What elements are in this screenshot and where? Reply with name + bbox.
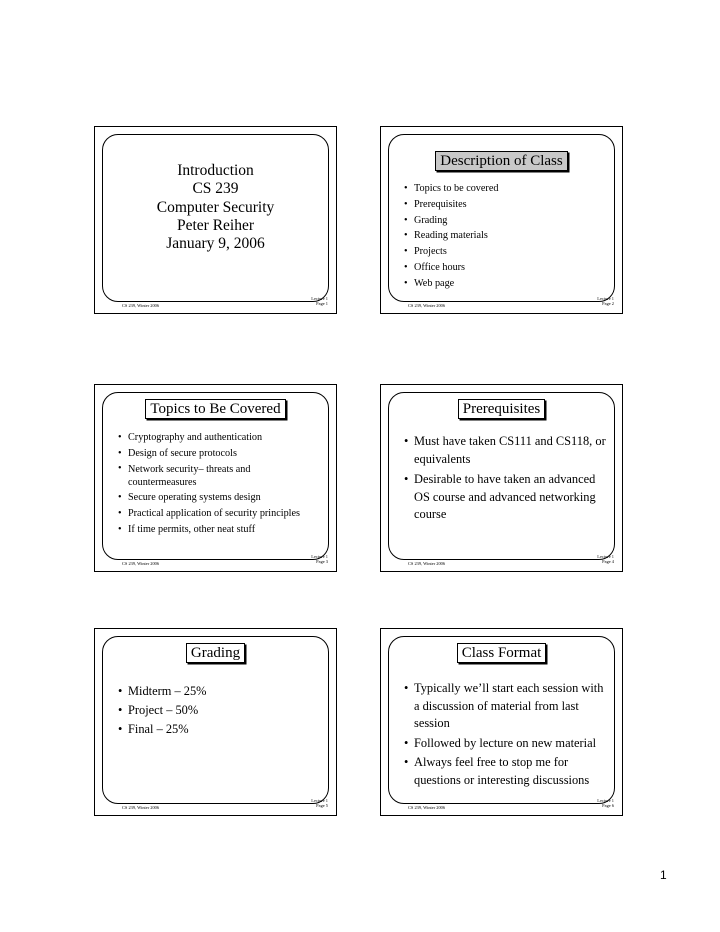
slide-title: Prerequisites — [458, 399, 545, 419]
slide-footer-course: CS 239, Winter 2006 — [122, 302, 160, 308]
slide-footer-page — [597, 798, 614, 808]
bullet-item: • Followed by lecture on new material — [404, 735, 609, 753]
bullet-list — [404, 433, 609, 524]
bullet-list — [404, 680, 609, 789]
page-number: 1 — [660, 868, 667, 882]
slide-3 — [94, 384, 337, 572]
slide-frame — [388, 636, 615, 804]
lecture-label: Lecture 1 — [597, 553, 614, 559]
slide-frame — [102, 392, 329, 560]
slide-footer-course: CS 239, Winter 2006 — [408, 302, 446, 308]
bullet-item: • Cryptography and authentication — [118, 430, 323, 446]
slide-title-line: Computer Security — [156, 198, 275, 216]
bullet-list — [118, 682, 323, 739]
bullet-item: • Final – 25% — [118, 720, 323, 739]
bullet-item: • Midterm – 25% — [118, 682, 323, 701]
slide-footer-page — [597, 296, 614, 306]
bullet-item: • Secure operating systems design — [118, 490, 323, 506]
slide-footer-course: CS 239, Winter 2006 — [408, 560, 446, 566]
slide-title-box — [389, 399, 614, 419]
bullet-item: • Projects — [404, 244, 604, 260]
slide-title: Topics to Be Covered — [145, 399, 285, 419]
slide-frame — [102, 636, 329, 804]
slide-2 — [380, 126, 623, 314]
bullet-item: • Practical application of security principles — [118, 506, 323, 522]
bullet-item: • If time permits, other neat stuff — [118, 522, 323, 538]
slide-footer-page — [597, 554, 614, 564]
slide-title-line: Peter Reiher — [176, 216, 255, 234]
slide-title-line: Introduction — [177, 162, 254, 179]
lecture-label: Lecture 1 — [597, 797, 614, 803]
lecture-label: Lecture 1 — [597, 295, 614, 301]
title-block — [103, 162, 328, 253]
slide-title-box — [103, 399, 328, 419]
slide-4 — [380, 384, 623, 572]
page-label: Page 3 — [316, 558, 328, 564]
slide-title: Grading — [186, 643, 245, 663]
bullet-item: • Web page — [404, 276, 604, 292]
slide-footer-page — [311, 554, 328, 564]
slide-title-line: January 9, 2006 — [166, 235, 265, 253]
slide-5 — [94, 628, 337, 816]
bullet-item: • Reading materials — [404, 228, 604, 244]
bullet-item: • Project – 50% — [118, 701, 323, 720]
bullet-item: • Always feel free to stop me for questions or interesting discussions — [404, 754, 609, 789]
bullet-item: • Typically we’ll start each session with a discussion of material from last session — [404, 680, 609, 733]
slide-frame — [388, 392, 615, 560]
slide-frame — [102, 134, 329, 302]
bullet-item: • Prerequisites — [404, 197, 604, 213]
bullet-item: • Topics to be covered — [404, 181, 604, 197]
lecture-label: Lecture 1 — [311, 295, 328, 301]
lecture-label: Lecture 1 — [311, 797, 328, 803]
slide-title: Description of Class — [435, 151, 567, 171]
lecture-label: Lecture 1 — [311, 553, 328, 559]
bullet-item: • Design of secure protocols — [118, 446, 323, 462]
slide-title-box — [389, 643, 614, 663]
bullet-item: • Network security– threats and countermeasures — [118, 462, 278, 491]
slide-title-box — [389, 151, 614, 171]
page-label: Page 6 — [602, 802, 614, 808]
slide-footer-course: CS 239, Winter 2006 — [122, 560, 160, 566]
slide-footer-course: CS 239, Winter 2006 — [408, 804, 446, 810]
bullet-item: • Grading — [404, 213, 604, 229]
page-label: Page 2 — [602, 300, 614, 306]
bullet-list — [118, 430, 323, 537]
slide-frame — [388, 134, 615, 302]
page-label: Page 5 — [316, 802, 328, 808]
slide-title-line: CS 239 — [192, 180, 239, 198]
slide-6 — [380, 628, 623, 816]
slide-footer-page — [311, 296, 328, 306]
page-label: Page 1 — [316, 300, 328, 306]
slide-footer-course: CS 239, Winter 2006 — [122, 804, 160, 810]
slide-title-box — [103, 643, 328, 663]
slide-1 — [94, 126, 337, 314]
bullet-item: • Office hours — [404, 260, 604, 276]
slide-title: Class Format — [457, 643, 547, 663]
slide-footer-page — [311, 798, 328, 808]
bullet-item: • Must have taken CS111 and CS118, or equivalents — [404, 433, 609, 468]
page-label: Page 4 — [602, 558, 614, 564]
bullet-list — [404, 181, 604, 292]
bullet-item: • Desirable to have taken an advanced OS course and advanced networking course — [404, 471, 609, 524]
